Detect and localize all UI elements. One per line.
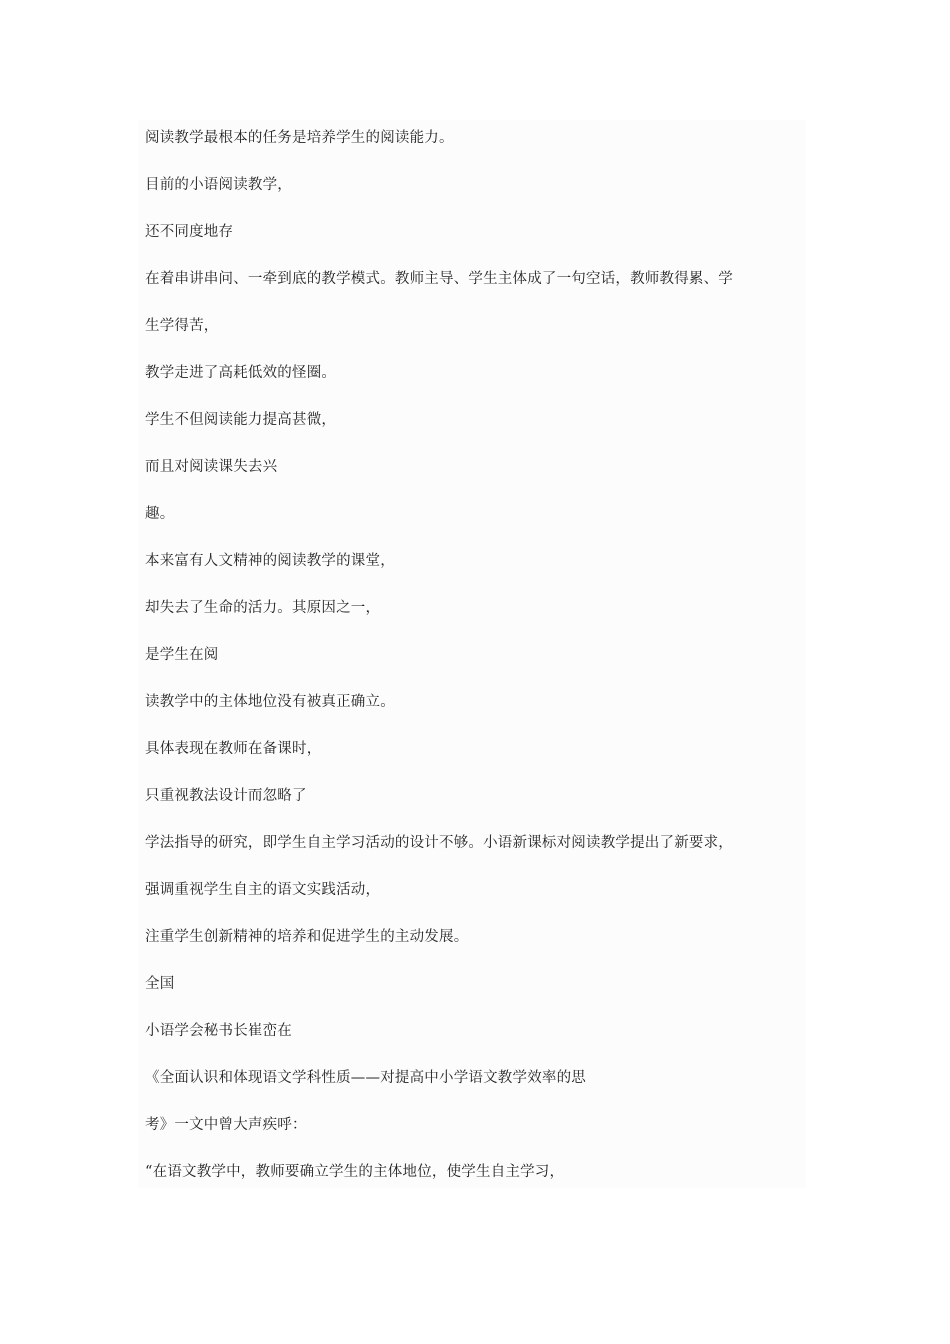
paragraph-line: 生学得苦， — [145, 318, 219, 334]
paragraph-line: 《全面认识和体现语文学科性质——对提高中小学语文教学效率的思 — [145, 1070, 586, 1086]
paragraph-line: 还不同度地存 — [145, 224, 234, 240]
paragraph-line: 强调重视学生自主的语文实践活动， — [145, 882, 381, 898]
paragraph-line: 而且对阅读课失去兴 — [145, 459, 278, 475]
paragraph-line: 只重视教法设计而忽略了 — [145, 788, 307, 804]
paragraph-line: 趣。 — [145, 506, 175, 522]
paragraph-line: 考》一文中曾大声疾呼： — [145, 1117, 307, 1133]
paragraph-line: 本来富有人文精神的阅读教学的课堂， — [145, 553, 395, 569]
paragraph-line: 具体表现在教师在备课时， — [145, 741, 322, 757]
paragraph-line: 全国 — [145, 976, 175, 992]
paragraph-line: 注重学生创新精神的培养和促进学生的主动发展。 — [145, 929, 469, 945]
paragraph-line: 是学生在阅 — [145, 647, 219, 663]
paragraph-line: 在着串讲串问、一牵到底的教学模式。教师主导、学生主体成了一句空话，教师教得累、学 — [145, 271, 733, 287]
paragraph-line: 目前的小语阅读教学， — [145, 177, 292, 193]
paragraph-line: 读教学中的主体地位没有被真正确立。 — [145, 694, 395, 710]
paragraph-line: 阅读教学最根本的任务是培养学生的阅读能力。 — [145, 130, 454, 146]
paragraph-line: 学法指导的研究，即学生自主学习活动的设计不够。小语新课标对阅读教学提出了新要求， — [145, 835, 733, 851]
paragraph-line: 却失去了生命的活力。其原因之一， — [145, 600, 381, 616]
paragraph-line: 教学走进了高耗低效的怪圈。 — [145, 365, 337, 381]
paragraph-line: 学生不但阅读能力提高甚微， — [145, 412, 337, 428]
paragraph-line: 小语学会秘书长崔峦在 — [145, 1023, 292, 1039]
paragraph-line: “在语文教学中，教师要确立学生的主体地位，使学生自主学习， — [145, 1164, 565, 1180]
